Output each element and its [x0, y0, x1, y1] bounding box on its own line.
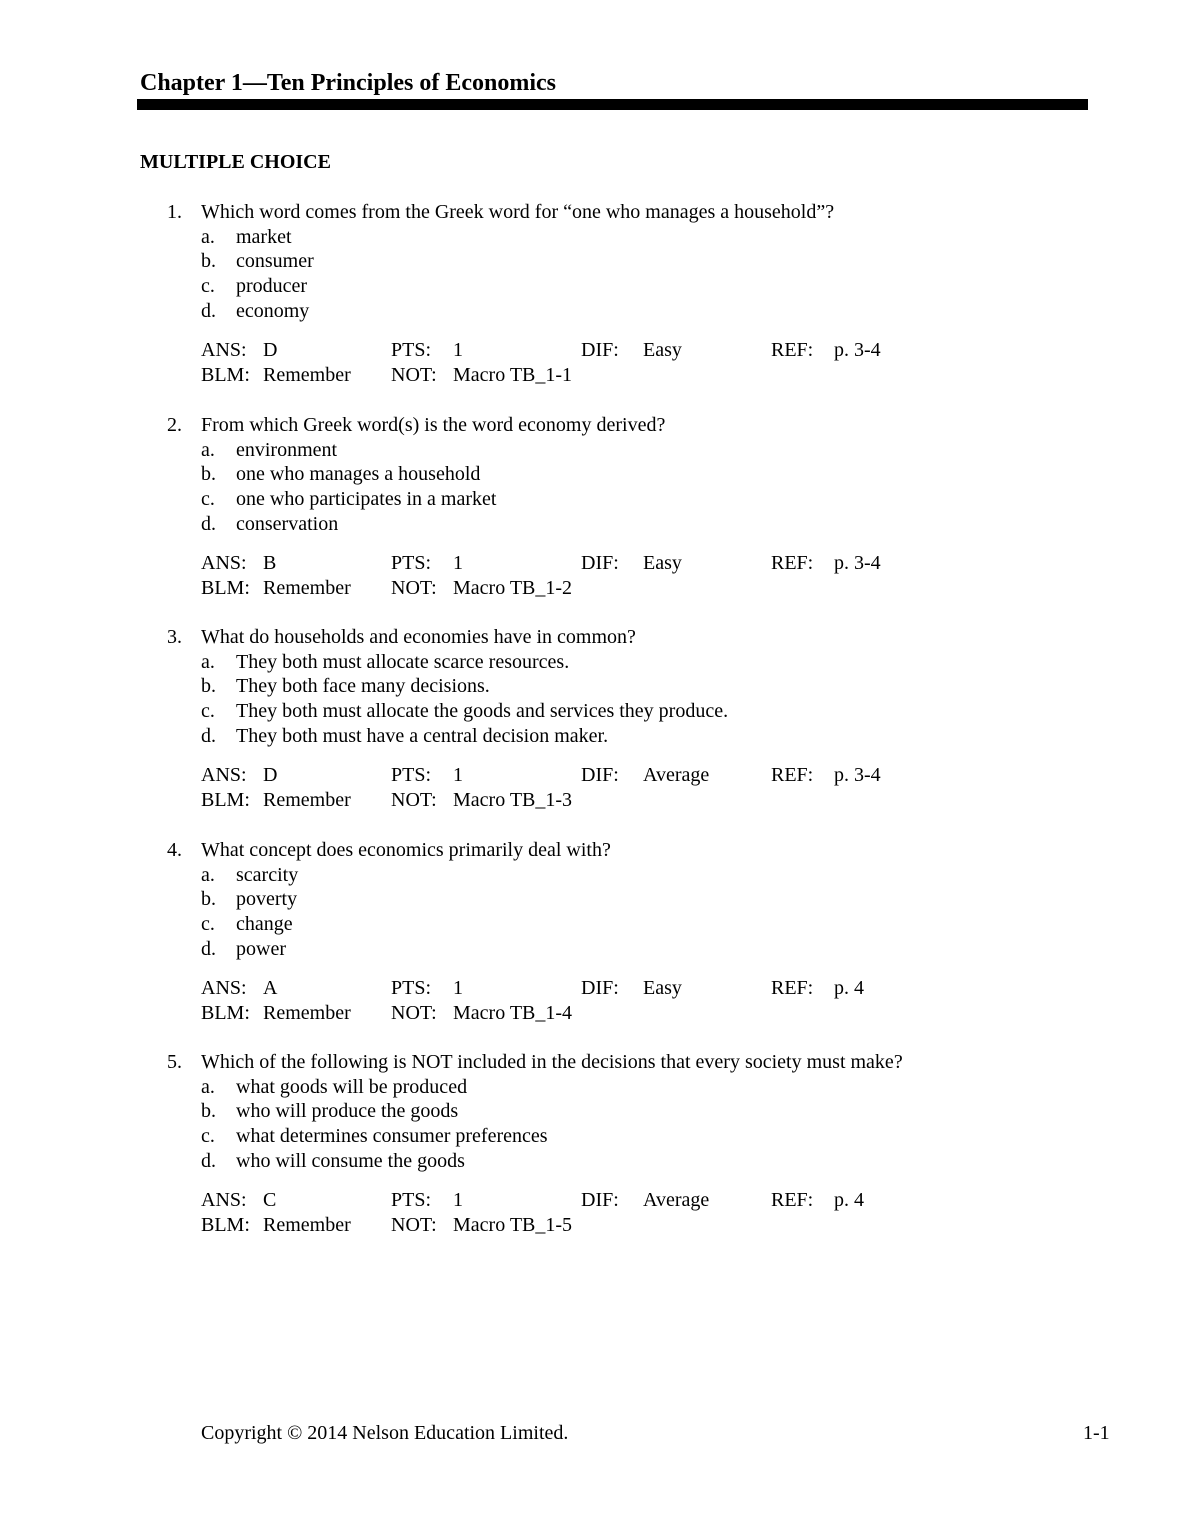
option-text: They both must allocate the goods and services they produce.	[236, 700, 729, 723]
answer-metadata	[167, 551, 1067, 600]
option	[167, 863, 1067, 888]
option-text: conservation	[236, 512, 339, 535]
dif-value: Average	[643, 1189, 710, 1212]
option	[167, 512, 1067, 537]
not-label: NOT:	[391, 789, 437, 812]
ans-label: ANS:	[201, 764, 247, 787]
question-text: Which of the following is NOT included in the decisions that every society must make?	[201, 1051, 903, 1073]
chapter-title: Chapter 1—Ten Principles of Economics	[140, 70, 557, 96]
title-rule	[137, 99, 1088, 110]
ans-value: D	[263, 339, 278, 362]
question-number: 1.	[167, 201, 182, 223]
answer-metadata	[167, 1188, 1067, 1237]
dif-label: DIF:	[581, 764, 619, 787]
pts-value: 1	[453, 1189, 463, 1212]
pts-value: 1	[453, 552, 463, 575]
ref-value: p. 3-4	[834, 764, 881, 787]
option	[167, 912, 1067, 937]
answer-metadata	[167, 976, 1067, 1025]
option-letter: c.	[201, 1125, 215, 1148]
option-text: one who manages a household	[236, 463, 481, 486]
option-letter: d.	[201, 724, 216, 747]
ans-value: D	[263, 764, 278, 787]
option-text: They both face many decisions.	[236, 675, 490, 698]
option-letter: d.	[201, 512, 216, 535]
pts-label: PTS:	[391, 339, 432, 362]
ans-label: ANS:	[201, 552, 247, 575]
section-heading: MULTIPLE CHOICE	[140, 151, 331, 173]
ref-value: p. 3-4	[834, 552, 881, 575]
ref-label: REF:	[771, 552, 814, 575]
blm-value: Remember	[263, 1002, 351, 1025]
page-number: 1-1	[1083, 1422, 1110, 1444]
question-1	[167, 200, 1067, 388]
ref-label: REF:	[771, 339, 814, 362]
blm-label: BLM:	[201, 577, 250, 600]
option	[167, 674, 1067, 699]
blm-value: Remember	[263, 789, 351, 812]
option	[167, 887, 1067, 912]
dif-label: DIF:	[581, 339, 619, 362]
option-text: market	[236, 225, 292, 248]
question-2	[167, 413, 1067, 601]
question-number: 4.	[167, 839, 182, 861]
question-number: 2.	[167, 414, 182, 436]
ref-value: p. 4	[834, 1189, 864, 1212]
not-value: Macro TB_1-1	[453, 364, 573, 387]
pts-value: 1	[453, 977, 463, 1000]
blm-label: BLM:	[201, 364, 250, 387]
pts-label: PTS:	[391, 764, 432, 787]
option-letter: b.	[201, 888, 216, 911]
question-5	[167, 1050, 1067, 1238]
option-text: environment	[236, 438, 338, 461]
option-letter: a.	[201, 438, 215, 461]
option	[167, 462, 1067, 487]
dif-label: DIF:	[581, 977, 619, 1000]
option-letter: b.	[201, 250, 216, 273]
not-label: NOT:	[391, 1002, 437, 1025]
option	[167, 1099, 1067, 1124]
option	[167, 299, 1067, 324]
ans-value: B	[263, 552, 277, 575]
option-text: one who participates in a market	[236, 488, 497, 511]
question-4	[167, 838, 1067, 1026]
ans-label: ANS:	[201, 1189, 247, 1212]
question-3	[167, 625, 1067, 813]
ref-value: p. 3-4	[834, 339, 881, 362]
option	[167, 699, 1067, 724]
question-text: Which word comes from the Greek word for “one who manages a household”?	[201, 201, 835, 223]
option-letter: c.	[201, 275, 215, 298]
option-text: consumer	[236, 250, 314, 273]
question-text: What concept does economics primarily deal with?	[201, 839, 611, 861]
option-text: who will produce the goods	[236, 1100, 459, 1123]
answer-metadata	[167, 338, 1067, 387]
option	[167, 937, 1067, 962]
option-letter: c.	[201, 913, 215, 936]
option-letter: a.	[201, 1075, 215, 1098]
ref-label: REF:	[771, 764, 814, 787]
ans-value: A	[263, 977, 278, 1000]
option	[167, 1075, 1067, 1100]
dif-value: Easy	[643, 339, 682, 362]
option	[167, 274, 1067, 299]
ref-label: REF:	[771, 977, 814, 1000]
dif-label: DIF:	[581, 1189, 619, 1212]
not-value: Macro TB_1-4	[453, 1002, 573, 1025]
option	[167, 1124, 1067, 1149]
pts-value: 1	[453, 339, 463, 362]
pts-label: PTS:	[391, 977, 432, 1000]
blm-value: Remember	[263, 577, 351, 600]
option-text: scarcity	[236, 863, 299, 886]
option	[167, 650, 1067, 675]
option	[167, 1149, 1067, 1174]
dif-value: Easy	[643, 552, 682, 575]
pts-value: 1	[453, 764, 463, 787]
option-text: who will consume the goods	[236, 1149, 465, 1172]
blm-label: BLM:	[201, 1214, 250, 1237]
blm-label: BLM:	[201, 1002, 250, 1025]
pts-label: PTS:	[391, 552, 432, 575]
option-text: poverty	[236, 888, 298, 911]
option-letter: a.	[201, 863, 215, 886]
option-text: what determines consumer preferences	[236, 1125, 548, 1148]
option	[167, 487, 1067, 512]
blm-label: BLM:	[201, 789, 250, 812]
question-text: What do households and economies have in common?	[201, 626, 636, 648]
option-letter: b.	[201, 463, 216, 486]
option	[167, 249, 1067, 274]
option-text: They both must allocate scarce resources.	[236, 650, 570, 673]
ref-label: REF:	[771, 1189, 814, 1212]
option-letter: a.	[201, 225, 215, 248]
option-letter: d.	[201, 1149, 216, 1172]
not-label: NOT:	[391, 577, 437, 600]
not-value: Macro TB_1-2	[453, 577, 573, 600]
answer-metadata	[167, 763, 1067, 812]
ref-value: p. 4	[834, 977, 864, 1000]
pts-label: PTS:	[391, 1189, 432, 1212]
option-letter: c.	[201, 488, 215, 511]
option-letter: a.	[201, 650, 215, 673]
not-label: NOT:	[391, 1214, 437, 1237]
blm-value: Remember	[263, 1214, 351, 1237]
dif-label: DIF:	[581, 552, 619, 575]
option	[167, 438, 1067, 463]
option-letter: c.	[201, 700, 215, 723]
not-label: NOT:	[391, 364, 437, 387]
not-value: Macro TB_1-5	[453, 1214, 573, 1237]
question-text: From which Greek word(s) is the word economy derived?	[201, 414, 666, 436]
option-text: They both must have a central decision maker.	[236, 724, 609, 747]
option-letter: d.	[201, 937, 216, 960]
option-text: producer	[236, 275, 308, 298]
not-value: Macro TB_1-3	[453, 789, 573, 812]
question-number: 5.	[167, 1051, 182, 1073]
option-text: what goods will be produced	[236, 1075, 468, 1098]
ans-label: ANS:	[201, 339, 247, 362]
option	[167, 724, 1067, 749]
blm-value: Remember	[263, 364, 351, 387]
option-text: economy	[236, 299, 310, 322]
ans-value: C	[263, 1189, 277, 1212]
option-text: power	[236, 937, 286, 960]
option-letter: d.	[201, 299, 216, 322]
option-letter: b.	[201, 675, 216, 698]
question-number: 3.	[167, 626, 182, 648]
dif-value: Easy	[643, 977, 682, 1000]
option	[167, 225, 1067, 250]
dif-value: Average	[643, 764, 710, 787]
option-letter: b.	[201, 1100, 216, 1123]
option-text: change	[236, 913, 293, 936]
footer-copyright: Copyright © 2014 Nelson Education Limited.	[201, 1422, 569, 1444]
ans-label: ANS:	[201, 977, 247, 1000]
